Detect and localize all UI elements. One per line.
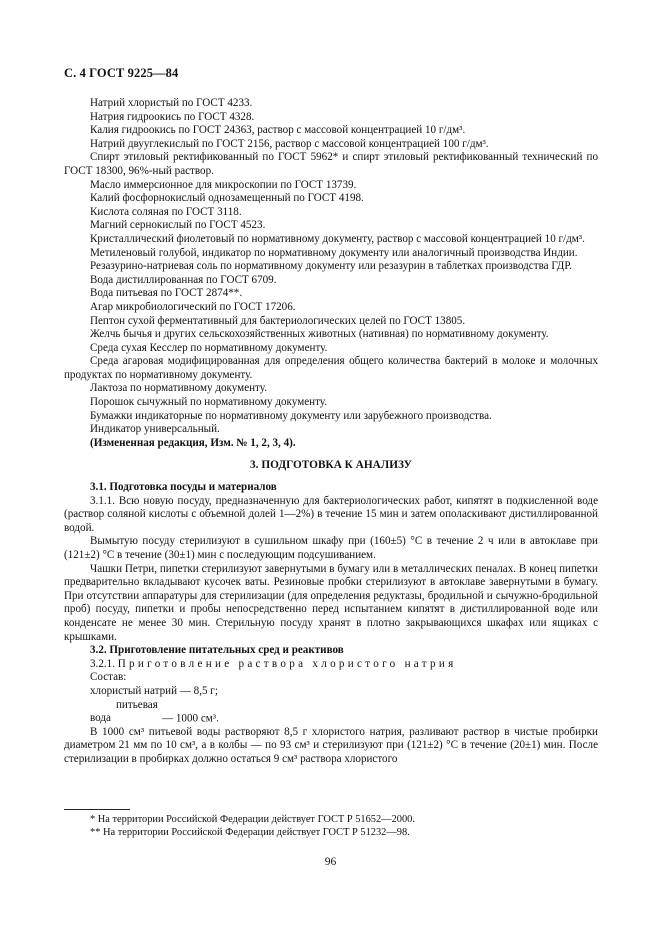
paragraph: В 1000 см³ питьевой воды растворяют 8,5 г хлористого натрия, разливают раствор в чистые пробирки диаметром 21 мм по 10 см³, а в колбы — по 93 см³ и стерилизуют при (121±2) °С в течение (20±1) мин. После стерилизации в пробирках должно остаться 9 см³ раствора хлористого — [64, 725, 598, 765]
footnote: * На территории Российской Федерации действует ГОСТ Р 51652—2000. — [90, 814, 415, 825]
footnote-rule — [64, 809, 130, 810]
reagent-line: Среда сухая Кесслер по нормативному документу. — [90, 341, 328, 354]
reagent-line: Среда агаровая модифицированная для определения общего количества бактерий в молоке и молочных продуктах по нормативному документу. — [64, 355, 598, 381]
reagent-line: Масло иммерсионное для микроскопии по ГОСТ 13739. — [90, 178, 357, 191]
reagent-line: Вода питьевая по ГОСТ 2874**. — [90, 287, 243, 300]
reagent-line: Натрий двууглекислый по ГОСТ 2156, раствор с массовой концентрацией 100 г/дм³. — [90, 137, 489, 150]
reagent-line: Лактоза по нормативному документу. — [90, 382, 267, 395]
amendment-note: (Измененная редакция, Изм. № 1, 2, 3, 4). — [90, 436, 296, 449]
subsection-title: 3.1. Подготовка посуды и материалов — [90, 481, 277, 494]
ingredient-amount: — 1000 см³. — [162, 712, 219, 725]
reagent-line: Калия гидроокись по ГОСТ 24363, раствор с массовой концентрацией 10 г/дм³. — [90, 124, 466, 137]
reagent-line: Бумажки индикаторные по нормативному документу или зарубежного производства. — [90, 409, 492, 422]
reagent-line: Кристаллический фиолетовый по нормативному документу, раствор с массовой концентрацией 10 г/дм³. — [90, 232, 585, 245]
ingredient-name: питьевая вода — [90, 698, 158, 725]
reagent-line: Калий фосфорнокислый однозамещенный по ГОСТ 4198. — [90, 192, 364, 205]
reagent-line: Магний сернокислый по ГОСТ 4523. — [90, 219, 266, 232]
reagent-line: Кислота соляная по ГОСТ 3118. — [90, 205, 242, 218]
clause-heading — [64, 658, 598, 672]
reagent-line: Спирт этиловый ректификованный по ГОСТ 5962* и спирт этиловый ректификованный технический по ГОСТ 18300, 96%-ный раствор. — [64, 151, 598, 177]
ingredient-line — [64, 699, 598, 726]
paragraph: Чашки Петри, пипетки стерилизуют завернутыми в бумагу или в металлических пеналах. В конец пипетки предварительно вкладывают кусочек ваты. Резиновые пробки стерилизуют в автоклаве завернутыми в бумагу. При отсутствии аппаратуры для стерилизации (для определения редуктазы, бродильной и сычужно-бродильной проб) посуду, пипетки и пробы непосредственно перед испытанием кипятят в дистиллированной воде или конденсате не менее 30 мин. Стерильную посуду хранят в плотно закрывающихся шкафах или ящиках с крышками. — [64, 562, 598, 643]
paragraph: Вымытую посуду стерилизуют в сушильном шкафу при (160±5) °С в течение 2 ч или в автоклаве при (121±2) °С в течение (30±1) мин с последующим подсушиванием. — [64, 535, 598, 561]
clause-title: Приготовление раствора хлористого натрия — [117, 657, 457, 670]
reagent-line: Пептон сухой ферментативный для бактериологических целей по ГОСТ 13805. — [90, 314, 466, 327]
clause-number: 3.2.1. — [90, 657, 115, 670]
reagent-line: Резазурино-натриевая соль по нормативному документу или резазурин в таблетках производства ГДР. — [90, 260, 572, 273]
reagent-line: Метиленовый голубой, индикатор по нормативному документу или аналогичный производства Индии. — [90, 246, 578, 259]
ingredient-line: хлористый натрий — 8,5 г; — [90, 684, 218, 697]
page-header: С. 4 ГОСТ 9225—84 — [64, 66, 179, 80]
document-body — [64, 97, 598, 767]
footnotes — [64, 809, 598, 839]
reagent-line: Агар микробиологический по ГОСТ 17206. — [90, 300, 296, 313]
reagent-line: Индикатор универсальный. — [90, 423, 220, 436]
reagent-line: Натрий хлористый по ГОСТ 4233. — [90, 97, 253, 109]
section-title: 3. ПОДГОТОВКА К АНАЛИЗУ — [250, 459, 412, 472]
reagent-line: Натрия гидроокись по ГОСТ 4328. — [90, 110, 255, 123]
page-number: 96 — [324, 856, 337, 868]
reagent-line: Вода дистиллированная по ГОСТ 6709. — [90, 273, 277, 286]
reagent-line: Желчь бычья и других сельскохозяйственных животных (нативная) по нормативному документу. — [90, 328, 549, 341]
paragraph: 3.1.1. Всю новую посуду, предназначенную для бактериологических работ, кипятят в подкисленной воде (раствор соляной кислоты с объемной долей 1—2%) в течение 15 мин и затем ополаскивают дистиллированной водой. — [64, 494, 598, 534]
footnote: ** На территории Российской Федерации действует ГОСТ Р 51232—98. — [90, 827, 410, 838]
reagent-line: Порошок сычужный по нормативному документу. — [90, 396, 327, 409]
composition-label: Состав: — [90, 671, 127, 684]
subsection-title: 3.2. Приготовление питательных сред и реактивов — [90, 644, 344, 657]
